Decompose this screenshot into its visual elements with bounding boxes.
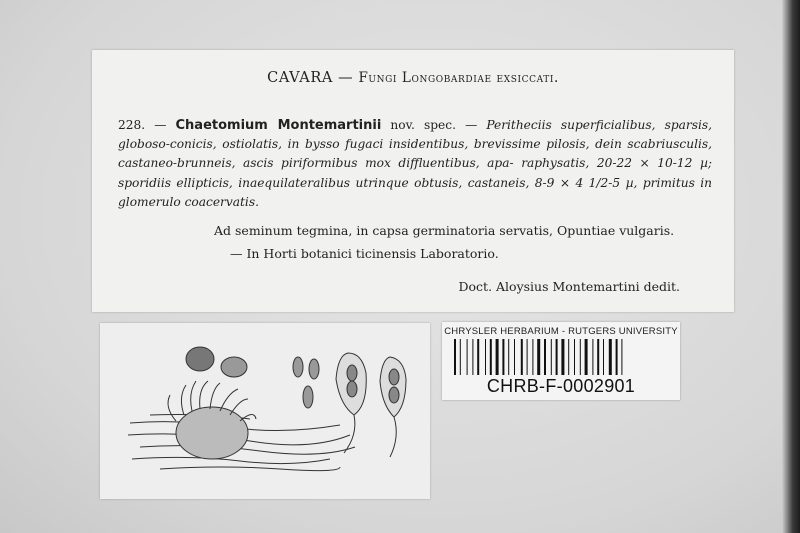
barcode-bar	[544, 339, 546, 375]
barcode-bar	[477, 339, 479, 375]
species-name: Chaetomium Montemartinii	[175, 118, 382, 133]
species-status: nov. spec.	[390, 118, 456, 132]
barcode-bar	[621, 339, 622, 375]
barcode-bar	[603, 339, 604, 375]
barcode-bar	[568, 339, 569, 375]
fungus-drawing-icon	[100, 323, 430, 499]
description-dash: —	[154, 118, 167, 132]
substrate-line: Ad seminum tegmina, in capsa germinatoria servatis, Opuntiae vulgaris.	[214, 223, 675, 238]
barcode-bar	[514, 339, 515, 375]
barcode-bar	[508, 339, 509, 375]
barcode-bar	[521, 339, 523, 375]
barcode-bar	[580, 339, 581, 375]
barcode-bar	[496, 339, 499, 375]
description-line-4: raphysatis, 20-22 × 10-12 µ; sporidiis ellipticis, inaequilateralibus utrinque	[118, 156, 713, 190]
barcode-icon	[454, 339, 668, 377]
header-dash: —	[338, 70, 354, 86]
collector-line: Doct. Aloysius Montemartini dedit.	[458, 279, 680, 294]
description-line-1: Peritheciis superficialibus,	[486, 118, 656, 132]
label-header	[92, 70, 734, 86]
barcode-bar	[597, 339, 599, 375]
barcode-bar	[485, 339, 486, 375]
description-line-2: sparsis, globoso-conicis, ostiolatis, in bysso fugaci insidentibus, brevissime pilosis,	[118, 118, 713, 152]
description-line-5: obtusis, castaneis, 8-9 × 4 1/2-5 µ, primitus in glomerulo coacervatis.	[118, 175, 713, 209]
barcode-bar	[454, 339, 456, 375]
barcode-bar	[502, 339, 504, 375]
specimen-label	[92, 50, 734, 312]
barcode-bar	[490, 339, 492, 375]
illustration-card	[100, 323, 430, 499]
sheet-edge-shadow	[782, 0, 800, 533]
barcode-bar	[561, 339, 564, 375]
exsiccata-number: 228.	[118, 118, 146, 132]
series-title: Fungi Longobardiae exsiccati.	[358, 70, 559, 86]
barcode-bar	[537, 339, 540, 375]
collector-name: CAVARA	[267, 70, 333, 86]
barcode-bar	[592, 339, 593, 375]
barcode-label	[442, 322, 680, 400]
barcode-bar	[472, 339, 473, 375]
barcode-bar	[527, 339, 528, 375]
locality-line: — In Horti botanici ticinensis Laboratorio.	[230, 246, 499, 261]
institution-name: CHRYSLER HERBARIUM - RUTGERS UNIVERSITY	[444, 326, 678, 337]
barcode-bar	[616, 339, 618, 375]
barcode-bar	[551, 339, 552, 375]
description-dash-2: —	[465, 118, 478, 132]
barcode-bar	[609, 339, 612, 375]
barcode-bar	[467, 339, 468, 375]
description-line-3: dein scabriusculis, castaneo-brunneis, ascis piriformibus mox diffluentibus, apa-	[118, 137, 712, 171]
barcode-bar	[556, 339, 558, 375]
barcode-number: CHRB-F-0002901	[486, 376, 636, 396]
barcode-bar	[585, 339, 588, 375]
barcode-bar	[460, 339, 461, 375]
species-description	[118, 116, 712, 212]
barcode-bar	[574, 339, 575, 375]
barcode-bar	[532, 339, 533, 375]
